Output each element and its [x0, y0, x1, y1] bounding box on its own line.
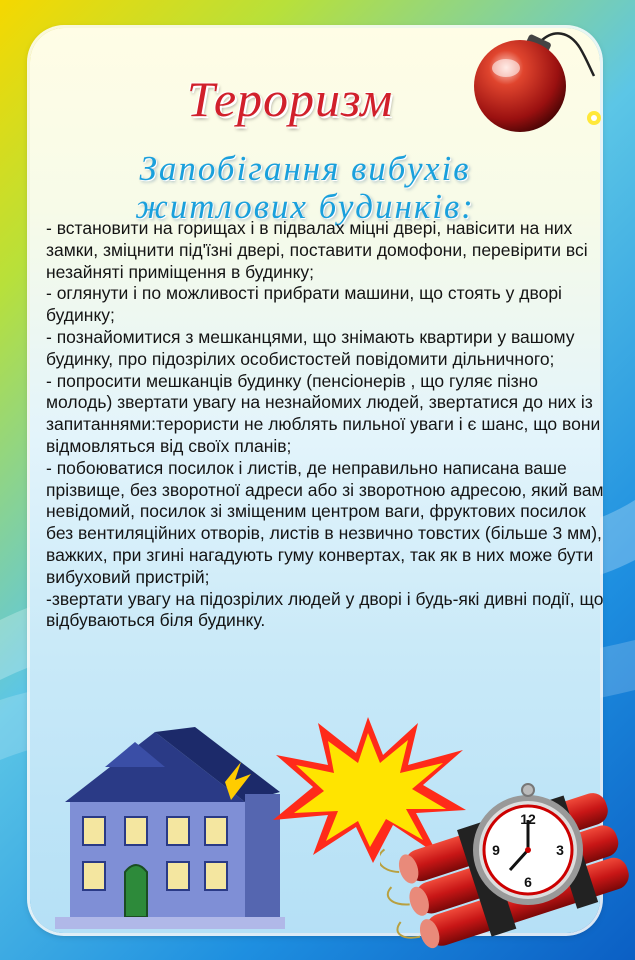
dynamite-clock-icon	[380, 772, 635, 957]
subtitle-line-2: житлових будинків:	[135, 187, 475, 226]
subtitle-line-1: Запобігання вибухів	[139, 149, 471, 188]
instructions-text	[46, 218, 606, 632]
instruction-item: - познайомитися з мешканцями, що знімають квартири у вашому будинку, про підозрілих особистостей повідомити дільничного;	[46, 326, 575, 369]
instruction-item: - встановити на горищах і в підвалах міцні двері, навісити на них замки, зміцнити під'їзні двері, поставити домофони, перевірити всі незайняті приміщення в будинку;	[46, 218, 588, 282]
house-icon	[45, 722, 285, 937]
instruction-item: - оглянути і по можливості прибрати машини, що стоять у дворі будинку;	[46, 283, 562, 326]
poster-title: Тероризм	[186, 71, 394, 127]
instruction-item: -звертати увагу на підозрілих людей у дворі і будь-які дивні події, що відбуваються біля будинку.	[46, 588, 604, 631]
clock-number-3: 3	[556, 842, 564, 858]
instruction-item: - попросити мешканців будинку (пенсіонерів , що гуляє пізно молодь) звертати увагу на незнайомих людей, звертатися до них із запитаннями:терористи не люблять пильної уваги і є шанс, що вони відмовляться від своїх планів;	[46, 370, 601, 456]
instruction-item: - побоюватися посилок і листів, де неправильно написана ваше прізвище, без зворотної адреси або зі зворотною адресою, який вам невідомий, посилок зі зміщеним центром ваги, фруктових посилок без вентиляційних отворів, листів в незвично товстих (більше 3 мм), важких, при згині нагадують гуму конвертах, так як в них може бути вибуховий пристрій;	[46, 457, 604, 587]
clock-number-12: 12	[520, 811, 536, 827]
poster-subtitle	[90, 150, 520, 226]
bomb-icon	[462, 18, 612, 138]
clock-number-9: 9	[492, 842, 500, 858]
clock-number-6: 6	[524, 874, 532, 890]
